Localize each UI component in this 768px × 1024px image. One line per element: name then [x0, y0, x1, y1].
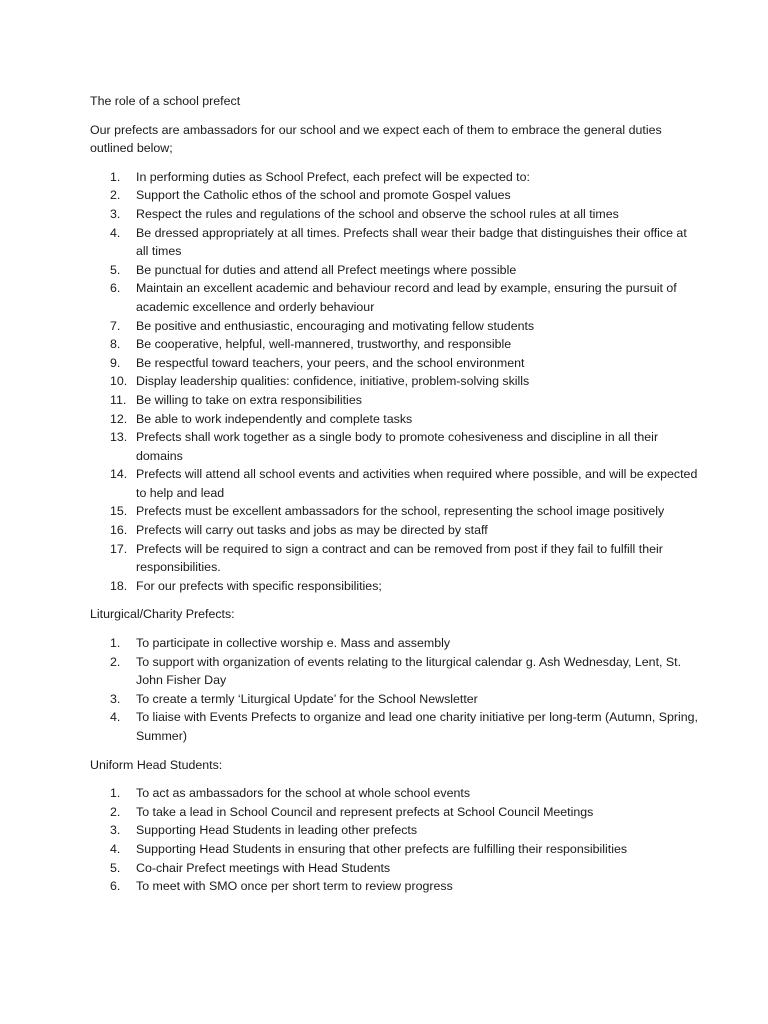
list-item: 10. Display leadership qualities: confidence, initiative, problem-solving skills: [110, 374, 530, 389]
list-item: 14. Prefects will attend all school events and activities when required where possible, and will be expected to help and lead: [110, 467, 698, 500]
spacer: [90, 111, 698, 121]
list-item: 3. Respect the rules and regulations of the school and observe the school rules at all times: [110, 206, 619, 221]
list-item: 5. Co-chair Prefect meetings with Head Students: [110, 860, 391, 875]
document-title: The role of a school prefect: [90, 94, 241, 108]
list-item: 2. To support with organization of events relating to the liturgical calendar g. Ash Wednesday, Lent, St. John Fisher Day: [110, 654, 682, 688]
uniform-duties-list: [90, 784, 698, 896]
list-item: 12. Be able to work independently and complete tasks: [110, 411, 413, 426]
spacer: [90, 624, 698, 634]
list-item: 6. Maintain an excellent academic and behaviour record and lead by example, ensuring the pursuit of academic excellence and orderly behaviour: [110, 281, 677, 314]
list-item: 7. Be positive and enthusiastic, encouraging and motivating fellow students: [110, 318, 535, 333]
list-item: 16. Prefects will carry out tasks and jobs as may be directed by staff: [110, 523, 488, 538]
intro-paragraph: Our prefects are ambassadors for our school and we expect each of them to embrace the general duties outlined below;: [90, 122, 662, 156]
list-item: 8. Be cooperative, helpful, well-mannered, trustworthy, and responsible: [110, 337, 512, 352]
spacer: [90, 158, 698, 168]
list-item: 13. Prefects shall work together as a single body to promote cohesiveness and discipline in all their domains: [110, 430, 659, 463]
list-item: 5. Be punctual for duties and attend all Prefect meetings where possible: [110, 262, 517, 277]
list-item: 11. Be willing to take on extra responsibilities: [110, 392, 362, 407]
spacer: [90, 774, 698, 784]
spacer: [90, 746, 698, 756]
list-item: 3. Supporting Head Students in leading other prefects: [110, 823, 418, 838]
section-heading-liturgical: Liturgical/Charity Prefects:: [90, 607, 235, 622]
general-duties-list: [90, 168, 698, 596]
list-item: 2. Support the Catholic ethos of the school and promote Gospel values: [110, 188, 511, 203]
list-item: 1. To participate in collective worship e. Mass and assembly: [110, 636, 451, 651]
list-item: 18. For our prefects with specific responsibilities;: [110, 578, 382, 593]
list-item: 15. Prefects must be excellent ambassadors for the school, representing the school image positively: [110, 504, 665, 519]
list-item: 4. Supporting Head Students in ensuring that other prefects are fulfilling their responsibilities: [110, 841, 628, 856]
list-item: 2. To take a lead in School Council and represent prefects at School Council Meetings: [110, 804, 594, 819]
liturgical-duties-list: [90, 634, 698, 746]
list-item: 17. Prefects will be required to sign a contract and can be removed from post if they fail to fulfill their responsibilities.: [110, 541, 663, 575]
list-item: 1. To act as ambassadors for the school at whole school events: [110, 786, 471, 801]
list-item: 4. Be dressed appropriately at all times. Prefects shall wear their badge that distinguishes their office at all times: [110, 225, 687, 259]
list-item: 9. Be respectful toward teachers, your peers, and the school environment: [110, 355, 525, 370]
list-item: 4. To liaise with Events Prefects to organize and lead one charity initiative per long-term (Autumn, Spring, Summer): [110, 710, 698, 743]
section-heading-uniform: Uniform Head Students:: [90, 757, 223, 772]
list-item: 1. In performing duties as School Prefect, each prefect will be expected to:: [110, 169, 530, 184]
list-item: 3. To create a termly ‘Liturgical Update’ for the School Newsletter: [110, 691, 478, 706]
spacer: [90, 595, 698, 605]
list-item: 6. To meet with SMO once per short term to review progress: [110, 879, 453, 894]
